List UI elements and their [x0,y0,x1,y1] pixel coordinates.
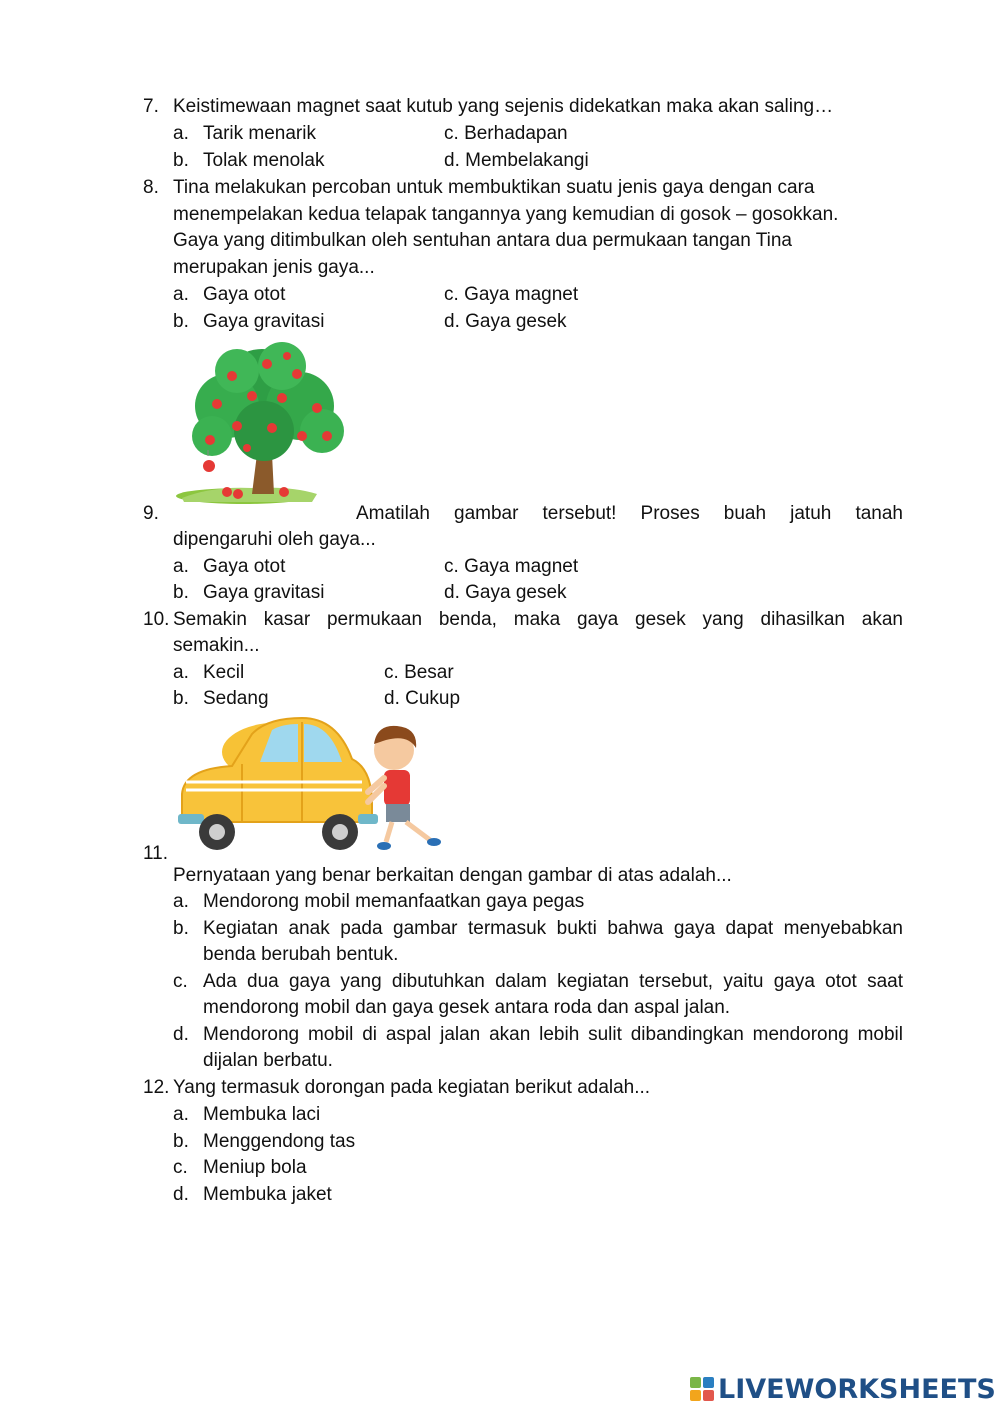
question-line: Amatilah gambar tersebut! Proses buah jatuh tanah [356,503,903,524]
question-text: Yang termasuk dorongan pada kegiatan berikut adalah... [173,1077,651,1098]
option-letter: c. [444,123,459,144]
option-text: Sedang [203,688,269,709]
option-c[interactable] [444,123,568,145]
option-letter: a. [173,662,189,683]
option-letter: d. [384,688,400,709]
option-text: Meniup bola [203,1157,307,1178]
question-number: 8. [143,177,159,198]
question-number: 10. [143,609,170,630]
option-letter: d. [444,311,460,332]
liveworksheets-logo-icon [690,1377,714,1401]
option-text: Menggendong tas [203,1131,356,1152]
option-letter: d. [444,150,460,171]
option-text: Mendorong mobil di aspal jalan akan lebih sulit dibandingkan mendorong mobil [203,1024,903,1045]
option-text: Tarik menarik [203,123,316,144]
option-c[interactable] [384,662,454,684]
question-line: merupakan jenis gaya... [173,257,375,278]
option-text: Kegiatan anak pada gambar termasuk bukti bahwa gaya dapat menyebabkan [203,918,903,939]
option-letter: b. [173,1131,189,1152]
option-text: Gaya magnet [464,556,579,577]
option-letter: b. [173,150,189,171]
question-number: 7. [143,96,159,117]
option-text: Ada dua gaya yang dibutuhkan dalam kegiatan tersebut, yaitu gaya otot saat [203,971,903,992]
option-text: dijalan berbatu. [203,1050,333,1071]
boy-pushing-car-icon [172,714,452,859]
option-text: Gaya otot [203,284,286,305]
option-d[interactable] [444,150,589,172]
option-c[interactable] [444,556,578,578]
option-d[interactable] [444,582,567,604]
option-letter: d. [444,582,460,603]
question-number: 11. [143,843,169,864]
option-text: Membuka laci [203,1104,321,1125]
option-text: Gaya magnet [464,284,579,305]
option-letter: c. [173,971,188,992]
question-line: Gaya yang ditimbulkan oleh sentuhan antara dua permukaan tangan Tina [173,230,792,251]
option-text: Mendorong mobil memanfaatkan gaya pegas [203,891,585,912]
option-letter: b. [173,688,189,709]
option-d[interactable] [444,311,567,333]
brand-name: LIVEWORKSHEETS [718,1373,996,1405]
option-text: Cukup [405,688,461,709]
question-line: semakin... [173,635,260,656]
option-letter: c. [444,556,459,577]
option-d[interactable] [384,688,460,710]
option-text: Berhadapan [464,123,568,144]
option-letter: c. [444,284,459,305]
question-number: 12. [143,1077,170,1098]
option-letter: a. [173,1104,189,1125]
option-text: Gaya gravitasi [203,311,325,332]
option-letter: a. [173,891,189,912]
question-line: Tina melakukan percoban untuk membuktikan suatu jenis gaya dengan cara [173,177,815,198]
question-number: 9. [143,503,159,524]
question-text: Keistimewaan magnet saat kutub yang sejenis didekatkan maka akan saling… [173,96,834,117]
question-line: dipengaruhi oleh gaya... [173,529,376,550]
option-letter: b. [173,311,189,332]
option-text: Membuka jaket [203,1184,332,1205]
option-letter: b. [173,582,189,603]
liveworksheets-brand[interactable] [690,1372,996,1406]
option-text: Besar [404,662,454,683]
option-letter: a. [173,123,189,144]
question-text: Pernyataan yang benar berkaitan dengan gambar di atas adalah... [173,865,732,886]
option-c[interactable] [444,284,578,306]
option-text: Gaya otot [203,556,286,577]
option-letter: d. [173,1024,189,1045]
option-letter: a. [173,556,189,577]
option-text: Gaya gravitasi [203,582,325,603]
question-line: menempelakan kedua telapak tangannya yang kemudian di gosok – gosokkan. [173,204,839,225]
option-text: Gaya gesek [465,582,567,603]
option-letter: c. [173,1157,188,1178]
question-line: Semakin kasar permukaan benda, maka gaya gesek yang dihasilkan akan [173,609,903,630]
option-text: Gaya gesek [465,311,567,332]
option-letter: c. [384,662,399,683]
option-text: Tolak menolak [203,150,325,171]
option-text: Kecil [203,662,245,683]
apple-tree-icon [172,336,352,506]
option-letter: a. [173,284,189,305]
option-letter: d. [173,1184,189,1205]
option-text: Membelakangi [465,150,589,171]
option-text: benda berubah bentuk. [203,944,399,965]
option-text: mendorong mobil dan gaya gesek antara roda dan aspal jalan. [203,997,731,1018]
option-letter: b. [173,918,189,939]
